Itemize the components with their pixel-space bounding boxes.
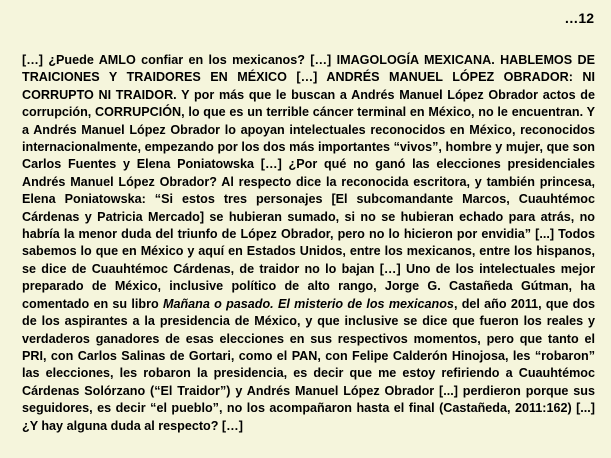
- book-title: Mañana o pasado. El misterio de los mexicanos: [162, 296, 454, 311]
- page-number: …12: [564, 10, 594, 26]
- body-paragraph: [22, 52, 595, 435]
- paragraph-text-before-title: […] ¿Puede AMLO confiar en los mexicanos? […] IMAGOLOGÍA MEXICANA. HABLEMOS DE TRAICIONES Y TRAIDORES EN MÉXICO […] ANDRÉS MANUEL LÓPEZ OBRADOR: NI CORRUPTO NI TRAIDOR. Y por más que le buscan a Andrés Manuel López Obrador actos de corrupción, CORRUPCIÓN, lo que es un terrible cáncer terminal en México, no le encuentran. Y a Andrés Manuel López Obrador lo apoyan intelectuales reconocidos en México, reconocidos internacionalmente, empezando por los dos más importantes “vivos”, hombre y mujer, que son Carlos Fuentes y Elena Poniatowska […] ¿Por qué no ganó las elecciones presidenciales Andrés Manuel López Obrador? Al respecto dice la reconocida escritora, y también princesa, Elena Poniatowska: “Si estos tres personajes [El subcomandante Marcos, Cuauhtémoc Cárdenas y Patricia Mercado] se hubieran sumado, si no se hubieran echado para atrás, no habría la menor duda del triunfo de López Obrador, pero no lo hicieron por envidia” [...] Todos sabemos lo que en México y aquí en Estados Unidos, entre los mexicanos, entre los hispanos, se dice de Cuauhtémoc Cárdenas, de traidor no lo bajan […] Uno de los intelectuales mejor preparado de México, inclusive político de alto rango, Jorge G. Castañeda Gútman, ha comentado en su libro: [22, 53, 595, 311]
- paragraph-text-after-title: , del año 2011, que dos de los aspirantes a la presidencia de México, y que inclusive se dice que fueron los reales y verdaderos ganadores de esas elecciones en sus respectivos momentos, pero que tanto el PRI, con Carlos Salinas de Gortari, como el PAN, con Felipe Calderón Hinojosa, les “robaron” las elecciones, les robaron la presidencia, es decir que me estoy refiriendo a Cuauhtémoc Cárdenas Solórzano (“El Traidor”) y Andrés Manuel López Obrador [...] perdieron porque sus seguidores, es decir “el pueblo”, no los acompañaron hasta el final (Castañeda, 2011:162) [...] ¿Y hay alguna duda al respecto? […]: [22, 296, 595, 433]
